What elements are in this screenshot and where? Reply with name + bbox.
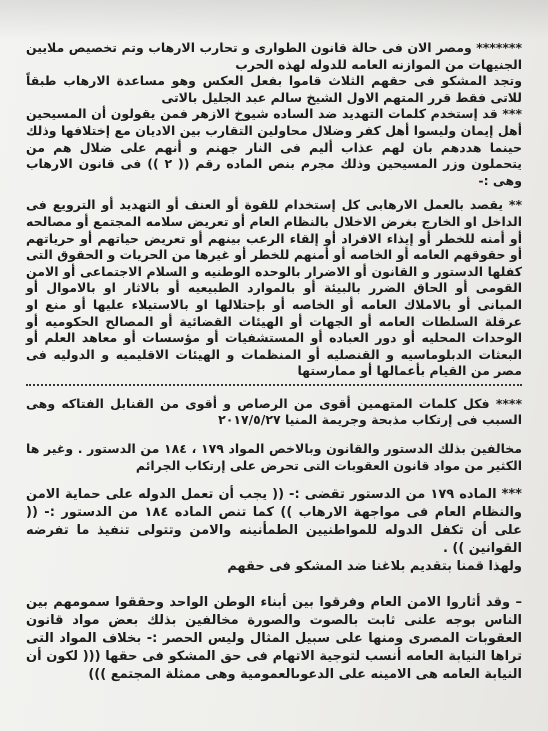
paragraph-accused: وتجد المشكو فى حقهم الثلاث قاموا بفعل العكس وهو مساعدة الارهاب طبقاً للاتى فقط قرر المتهم الاول الشيخ سالم عبد الجليل بالاتى xyxy=(26,73,522,105)
paragraph-terror-definition: ** يقصد بالعمل الارهابى كل إستخدام للقوة أو العنف أو التهديد أو الترويع فى الداخل او الخارج بغرض الاخلال بالنظام العام أو تعريض سلامه المجتمع أو مصالحه أو أمنه للخطر أو إيذاء الافراد أو إلقاء الرعب بينهم أو تعريض حياتهم أو حرياتهم أو حقوقهم العامه أو الخاصه أو أمنهم للخطر أو غيرها من الحريات و الحقوق التى كفلها الدستور و القانون أو الاضرار بالوحده الوطنيه و السلام الاجتماعى أو الامن القومى أو الحاق الضرر بالبيئة أو بالموارد الطبيعيه أو بالاثار او بالاموال أو المبانى أو بالاملاك العامه أو الخاصه أو بإحتلالها او بالاستيلاء عليها أو منع او عرقلة السلطات العامه أو الجهات أو الهيئات القضائية أو المصالح الحكوميه أو الوحدات المحليه أو دور العباده أو المستشفيات أو مؤسسات أو معاهد العلم أو البعثات الدبلوماسيه و القنصليه أو المنظمات و الهيئات الاقليميه و الدوليه فى مصر من القيام بأعمالها أو ممارستها xyxy=(26,197,522,379)
spacer xyxy=(26,576,522,594)
spacer xyxy=(26,429,522,441)
paragraph-minya: **** فكل كلمات المتهمين أقوى من الرصاص و أقوى من القنابل الفتاكه وهى السبب فى إرتكاب مذبحة وجريمة المنيا ٢٠١٧/٥/٢٧ xyxy=(26,395,522,428)
paragraph-report: ولهذا قمنا بتقديم بلاغنا ضد المشكو فى حقهم xyxy=(227,559,522,575)
dotted-divider xyxy=(26,384,522,386)
paragraph-articles: *** الماده ١٧٩ من الدستور تقضى :- (( يجب أن تعمل الدوله على حماية الامن والنظام العام فى مواجهة الارهاب )) كما تنص الماده ١٨٤ من الدستور :- (( على أن تكفل الدوله للمواطنيين الطمأنينه والامن وتتولى تنفيذ ما تفرضه القوانين )) . xyxy=(26,487,522,557)
page-shadow xyxy=(0,0,548,40)
paragraph-threat: *** قد إستخدم كلمات التهديد ضد الساده شيوخ الازهر فمن يقولون أن المسيحين أهل إيمان وليسوا أهل كفر وضلال محاولين التقارب بين الاديان مع إختلافها وذلك حينما هددهم بان لهم عذاب أليم فى النار جهنم و أنهم على ضلال هم من يتحملون وزر المسيحين وذلك مجرم بنص الماده رقم (( ٢ )) فى قانون الارهاب وهى :- xyxy=(26,106,523,188)
paragraph-public-security: – وقد أثاروا الامن العام وفرقوا بين أبناء الوطن الواحد وحققوا سمومهم بين الناس بوجه علنى ثابت بالصوت والصورة مخالفين بذلك بعض مواد قانون العقوبات المصرى ومنها على سبيل المثال وليس الحصر :- بخلاف المواد التى تراها النيابة العامه أنسب لتوجية الاتهام فى حق المشكو فى حقها ((( لكون أن النيابة العامه هى الامينه على الدعوىالعمومية وهى ممثلة المجتمع ))) xyxy=(26,595,522,683)
document-body xyxy=(26,40,522,684)
spacer xyxy=(26,474,522,486)
paragraph-intro: ******* ومصر الان فى حالة قانون الطوارى و تحارب الارهاب وتم تخصيص ملايين الجنيهات من الموازنه العامه للدوله لهذه الحرب xyxy=(26,40,522,72)
paragraph-constitution-violation: مخالفين بذلك الدستور والقانون وبالاخص المواد ١٧٩ ، ١٨٤ من الدستور . وغير ها الكثير من مواد قانون العقوبات التى تحرض على إرتكاب الجرائم xyxy=(26,441,523,473)
